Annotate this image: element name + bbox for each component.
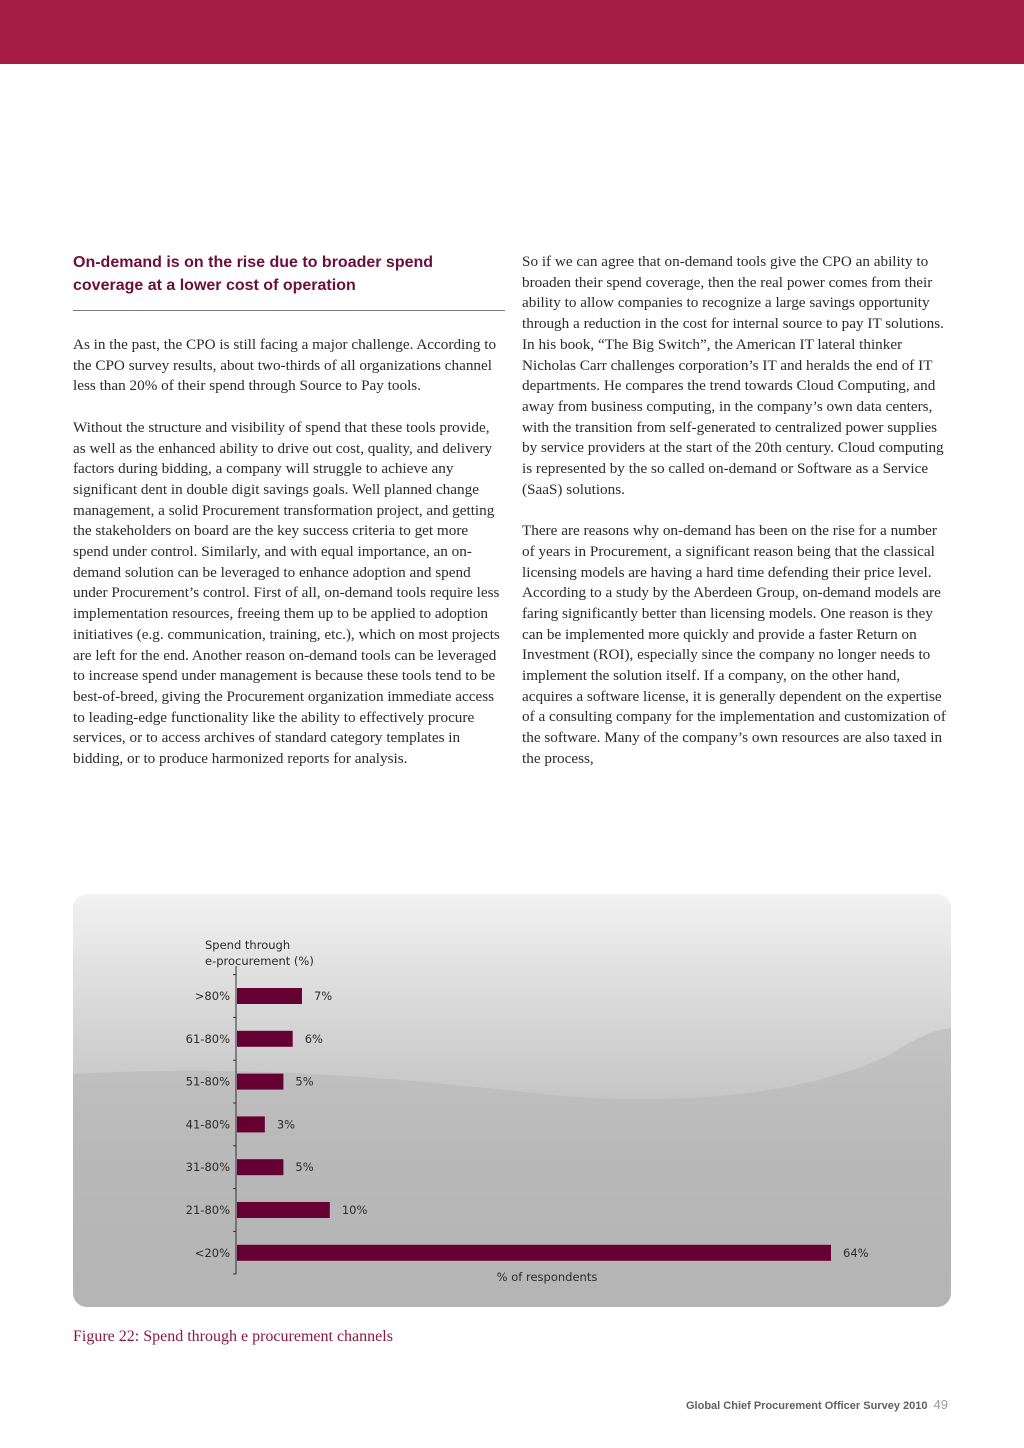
header-band	[0, 0, 1024, 64]
footer-title: Global Chief Procurement Officer Survey 2010	[686, 1400, 928, 1412]
category-label: >80%	[194, 989, 230, 1003]
paragraph: So if we can agree that on-demand tools give the CPO an ability to broaden their spend coverage, then the real power comes from their ability to allow companies to recognize a large savings opportunity through a reduction in the cost for internal source to pay IT solutions. In his book, “The Big Switch”, the American IT lateral thinker Nicholas Carr challenges corporation’s IT and heralds the end of IT departments. He compares the trend towards Cloud Computing, and away from business computing, in the company’s own data centers, with the transition from self-generated to centralized power supplies by service providers at the start of the 20th century. Cloud computing is represented by the so called on-demand or Software as a Service (SaaS) solutions.	[522, 253, 944, 498]
data-bar	[237, 1202, 330, 1218]
data-bar	[237, 1116, 265, 1132]
data-bar	[237, 1159, 283, 1175]
left-column	[73, 335, 503, 770]
category-label: 51-80%	[185, 1074, 230, 1089]
chart-panel	[73, 894, 951, 1307]
value-label: 64%	[843, 1245, 869, 1260]
right-column	[522, 252, 948, 770]
spend-chart	[73, 894, 951, 1307]
x-axis-title: % of respondents	[496, 1270, 598, 1284]
category-label: <20%	[194, 1245, 230, 1260]
y-axis-title: e-procurement (%)	[205, 954, 314, 968]
value-label: 5%	[295, 1074, 314, 1089]
value-label: 5%	[295, 1160, 314, 1175]
figure-caption: Figure 22: Spend through e procurement channels	[73, 1328, 393, 1345]
data-bar	[237, 1245, 831, 1261]
category-label: 61-80%	[185, 1031, 230, 1046]
category-label: 21-80%	[185, 1203, 230, 1217]
page-number: 49	[933, 1397, 948, 1412]
data-bar	[237, 1031, 293, 1047]
value-label: 3%	[276, 1117, 296, 1132]
page-footer	[686, 1397, 948, 1412]
category-label: 41-80%	[185, 1117, 230, 1132]
paragraph: There are reasons why on-demand has been on the rise for a number of years in Procurement, a significant reason being that the classical licensing models are having a hard time defending their price level. According to a study by the Aberdeen Group, on-demand models are faring significantly better than licensing models. One reason is they can be implemented more quickly and provide a faster Return on Investment (ROI), especially since the company no longer needs to implement the solution itself. If a company, on the other hand, acquires a software license, it is generally dependent on the expertise of a consulting company for the implementation and customization of the software. Many of the company’s own resources are also taxed in the process,	[522, 522, 946, 767]
section-heading: On-demand is on the rise due to broader spend coverage at a lower cost of operation	[73, 254, 434, 294]
paragraph: As in the past, the CPO is still facing a major challenge. According to the CPO survey results, about two-thirds of all organizations channel less than 20% of their spend through Source to Pay tools.	[73, 336, 497, 395]
paragraph: Without the structure and visibility of spend that these tools provide, as well as the enhanced ability to drive out cost, quality, and delivery factors during bidding, a company will struggle to achieve any significant dent in double digit savings goals. Well planned change management, a solid Procurement transformation project, and getting the stakeholders on board are the key success criteria to get more spend under control. Similarly, and with equal importance, an on-demand solution can be leveraged to enhance adoption and spend under Procurement’s control. First of all, on-demand tools require less implementation resources, freeing them up to be applied to adoption initiatives (e.g. communication, training, etc.), which on most projects are left for the end. Another reason on-demand tools can be leveraged to increase spend under management is because these tools tend to be best-of-breed, giving the Procurement organization immediate access to leading-edge functionality like the ability to effectively procure services, or to access archives of standard category templates in bidding, or to produce harmonized reports for analysis.	[73, 418, 500, 768]
heading-divider	[73, 310, 505, 311]
data-bar	[237, 988, 302, 1004]
value-label: 7%	[313, 989, 333, 1003]
data-bar	[237, 1074, 283, 1090]
value-label: 10%	[341, 1203, 368, 1217]
y-axis-title: Spend through	[205, 938, 291, 952]
category-label: 31-80%	[185, 1160, 230, 1175]
value-label: 6%	[304, 1031, 323, 1046]
